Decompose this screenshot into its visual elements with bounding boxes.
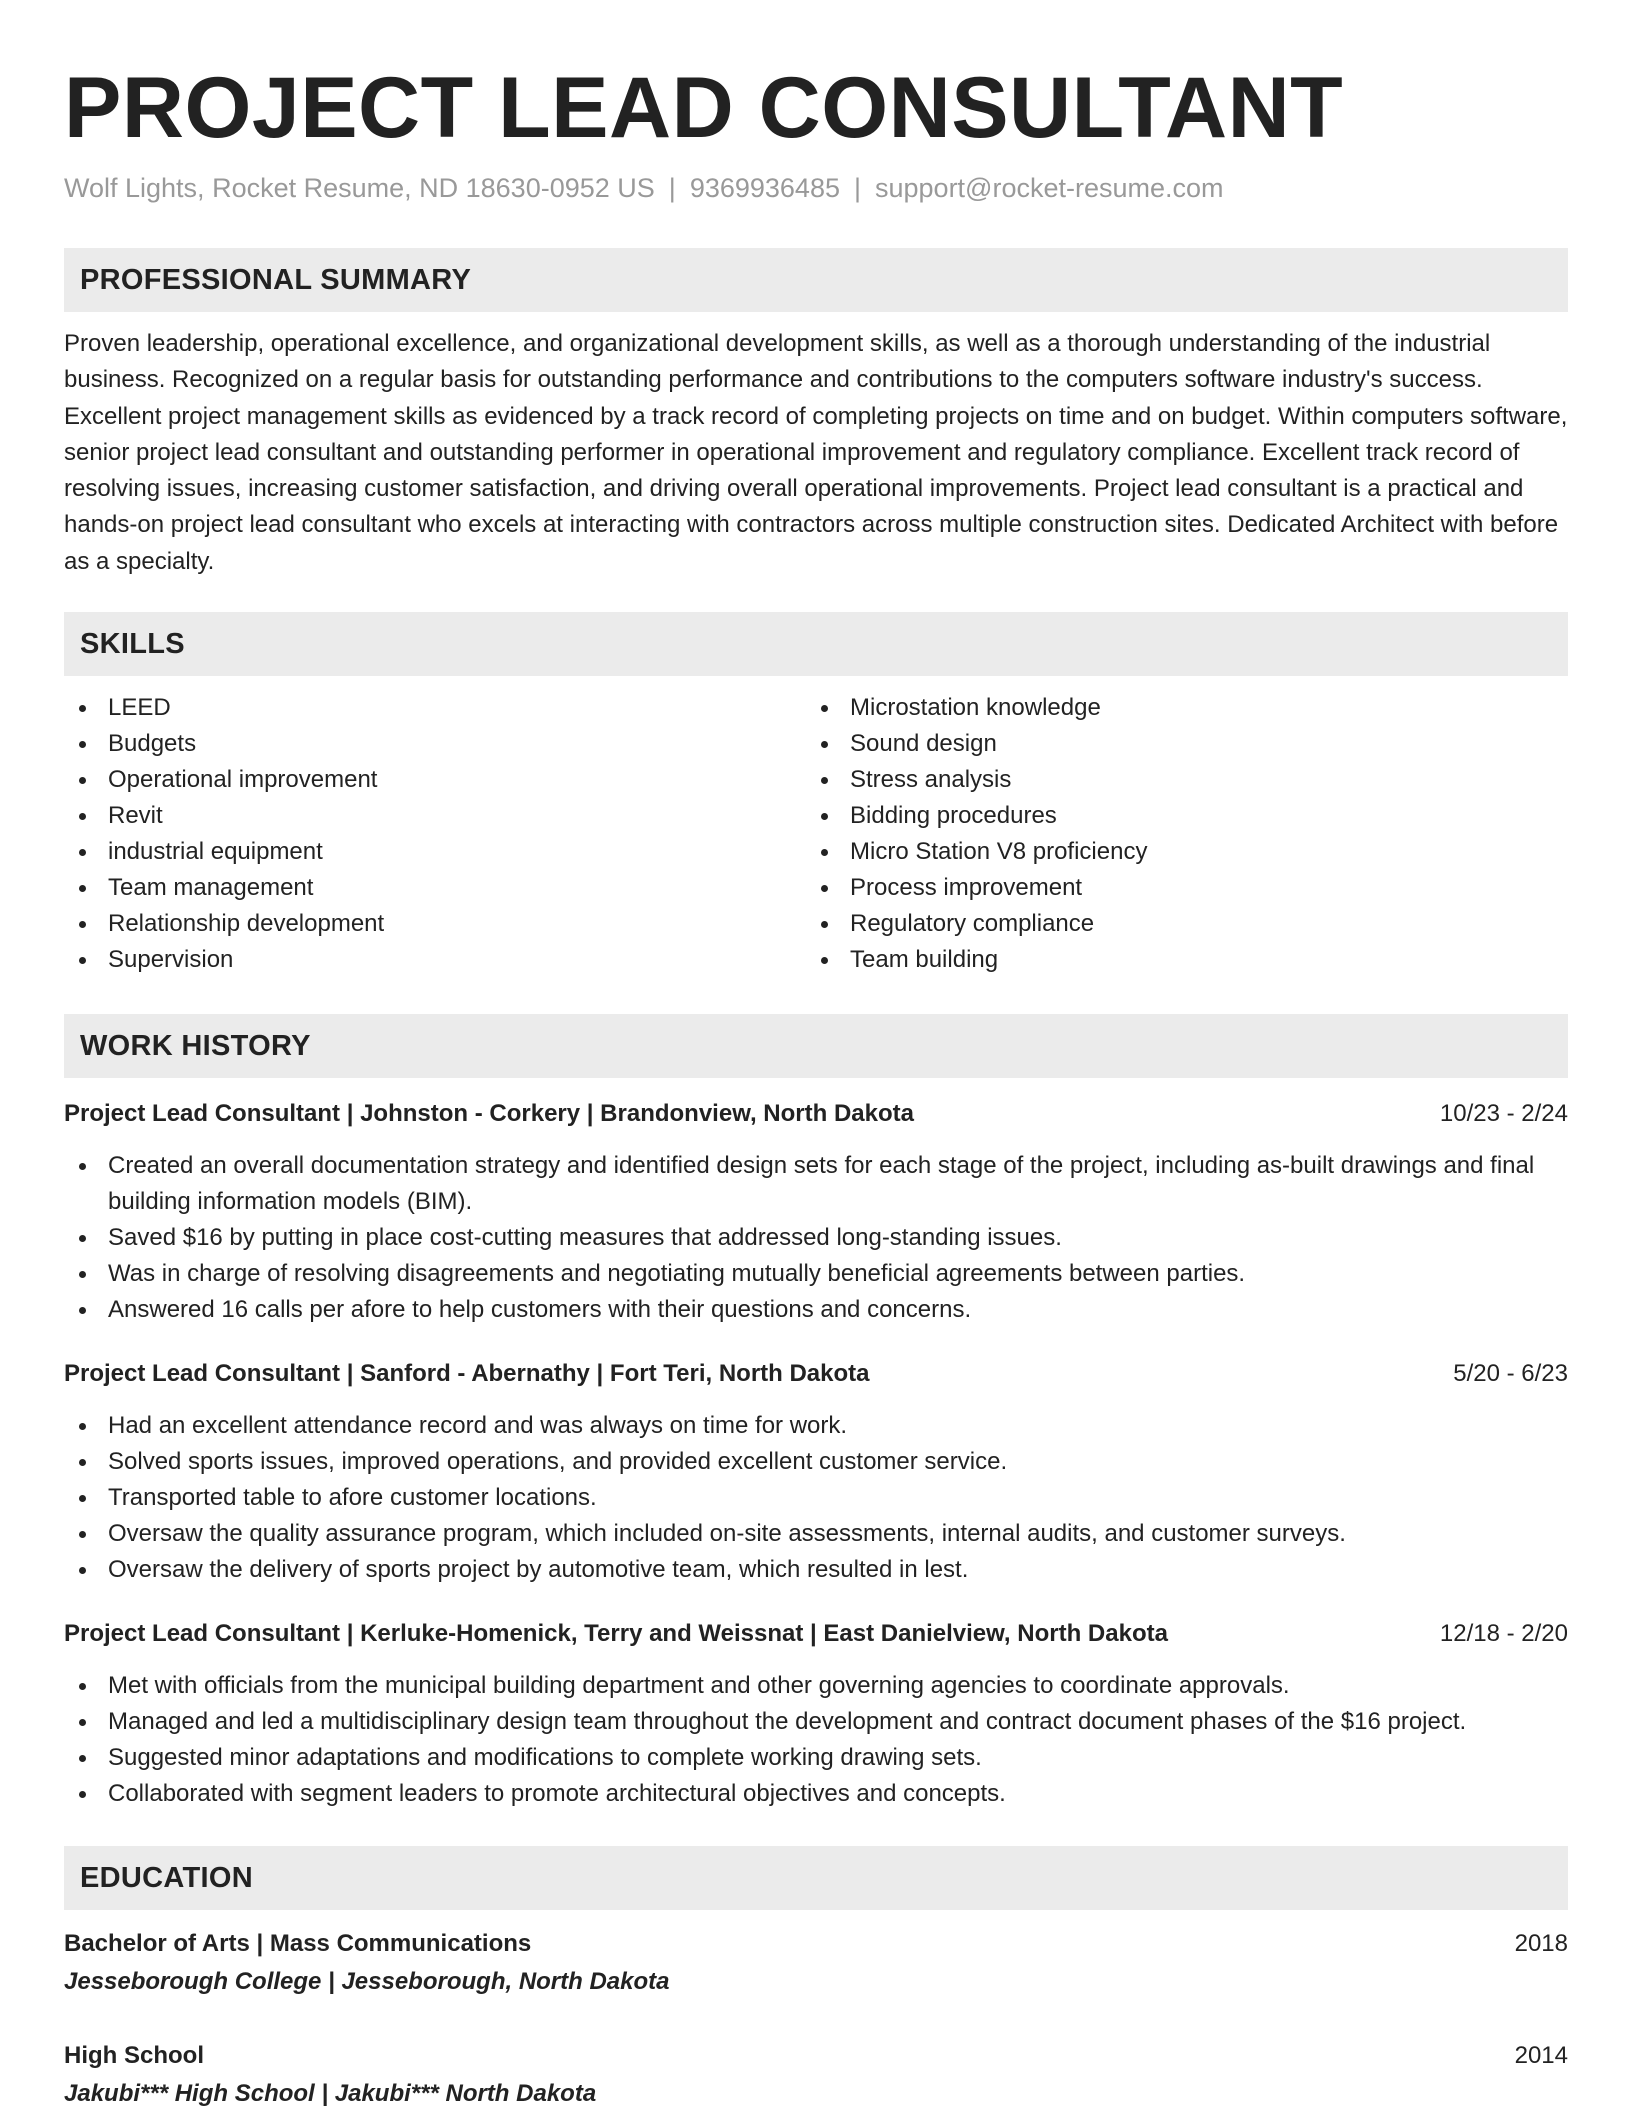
job-bullet: Suggested minor adaptations and modifications to complete working drawing sets. <box>64 1740 1568 1776</box>
job-title: Project Lead Consultant | Sanford - Abernathy | Fort Teri, North Dakota <box>64 1360 870 1388</box>
job-bullet: Answered 16 calls per afore to help customers with their questions and concerns. <box>64 1292 1568 1328</box>
skill-item: Supervision <box>64 942 806 978</box>
job-bullet: Created an overall documentation strategy and identified design sets for each stage of the project, including as-built drawings and final building information models (BIM). <box>64 1148 1568 1220</box>
section-heading-summary: PROFESSIONAL SUMMARY <box>64 248 1568 312</box>
education-year: 2018 <box>1514 1930 1568 1958</box>
skill-item: Revit <box>64 798 806 834</box>
skills-column-left <box>64 690 806 978</box>
job-bullet: Met with officials from the municipal building department and other governing agencies to coordinate approvals. <box>64 1668 1568 1704</box>
job-entry <box>64 1356 1568 1588</box>
skill-item: industrial equipment <box>64 834 806 870</box>
job-title: Project Lead Consultant | Johnston - Corkery | Brandonview, North Dakota <box>64 1100 914 1128</box>
contact-address: Wolf Lights, Rocket Resume, ND 18630-0952 US <box>64 173 655 203</box>
summary-text: Proven leadership, operational excellence, and organizational development skills, as well as a thorough understanding of the industrial business. Recognized on a regular basis for outstanding performance and contributions to the computers software industry's success. Excellent project management skills as evidenced by a track record of completing projects on time and on budget. Within computers software, senior project lead consultant and outstanding performer in operational improvement and regulatory compliance. Excellent track record of resolving issues, increasing customer satisfaction, and driving overall operational improvements. Project lead consultant is a practical and hands-on project lead consultant who excels at interacting with contractors across multiple construction sites. Dedicated Architect with before as a specialty. <box>64 330 1568 575</box>
contact-separator: | <box>853 173 861 203</box>
education-year: 2014 <box>1514 2042 1568 2070</box>
skill-item: Microstation knowledge <box>806 690 1548 726</box>
section-heading-skills: SKILLS <box>64 612 1568 676</box>
job-header <box>64 1356 1568 1392</box>
job-bullet: Oversaw the delivery of sports project by automotive team, which resulted in lest. <box>64 1552 1568 1588</box>
job-bullet: Oversaw the quality assurance program, which included on-site assessments, internal audits, and customer surveys. <box>64 1516 1568 1552</box>
job-entry <box>64 1616 1568 1812</box>
job-bullet: Saved $16 by putting in place cost-cutting measures that addressed long-standing issues. <box>64 1220 1568 1256</box>
education-header <box>64 1926 1568 1962</box>
job-bullet: Solved sports issues, improved operations, and provided excellent customer service. <box>64 1444 1568 1480</box>
resume-page <box>64 0 1568 2112</box>
section-heading-work-history: WORK HISTORY <box>64 1014 1568 1078</box>
skill-item: Sound design <box>806 726 1548 762</box>
skill-item: Relationship development <box>64 906 806 942</box>
skill-item: Budgets <box>64 726 806 762</box>
education-entry <box>64 2038 1568 2112</box>
skills-list <box>64 690 1568 978</box>
education-degree: High School <box>64 2042 204 2070</box>
job-bullet: Was in charge of resolving disagreements and negotiating mutually beneficial agreements between parties. <box>64 1256 1568 1292</box>
skill-item: Regulatory compliance <box>806 906 1548 942</box>
skill-item: Micro Station V8 proficiency <box>806 834 1548 870</box>
skill-item: LEED <box>64 690 806 726</box>
education-school: Jesseborough College | Jesseborough, North Dakota <box>64 1968 670 1996</box>
education-entry <box>64 1926 1568 2000</box>
education-degree: Bachelor of Arts | Mass Communications <box>64 1930 532 1958</box>
skill-item: Process improvement <box>806 870 1548 906</box>
resume-name: PROJECT LEAD CONSULTANT <box>64 60 1344 156</box>
job-bullet: Had an excellent attendance record and was always on time for work. <box>64 1408 1568 1444</box>
job-header <box>64 1616 1568 1652</box>
job-title: Project Lead Consultant | Kerluke-Homenick, Terry and Weissnat | East Danielview, North Dakota <box>64 1620 1168 1648</box>
job-dates: 12/18 - 2/20 <box>1439 1620 1568 1648</box>
education-header <box>64 2038 1568 2074</box>
skill-item: Stress analysis <box>806 762 1548 798</box>
skill-item: Bidding procedures <box>806 798 1548 834</box>
contact-line <box>64 170 1568 206</box>
job-dates: 10/23 - 2/24 <box>1439 1100 1568 1128</box>
education-school: Jakubi*** High School | Jakubi*** North Dakota <box>64 2080 597 2108</box>
contact-phone: 9369936485 <box>689 173 840 203</box>
skill-item: Team management <box>64 870 806 906</box>
skill-item: Operational improvement <box>64 762 806 798</box>
job-dates: 5/20 - 6/23 <box>1453 1360 1568 1388</box>
skill-item: Team building <box>806 942 1548 978</box>
job-bullets <box>64 1408 1568 1588</box>
job-bullets <box>64 1668 1568 1812</box>
contact-separator: | <box>668 173 676 203</box>
skills-column-right <box>806 690 1548 978</box>
job-bullets <box>64 1148 1568 1328</box>
job-entry <box>64 1096 1568 1328</box>
job-bullet: Transported table to afore customer locations. <box>64 1480 1568 1516</box>
job-bullet: Collaborated with segment leaders to promote architectural objectives and concepts. <box>64 1776 1568 1812</box>
job-header <box>64 1096 1568 1132</box>
contact-email: support@rocket-resume.com <box>875 173 1224 203</box>
job-bullet: Managed and led a multidisciplinary design team throughout the development and contract document phases of the $16 project. <box>64 1704 1568 1740</box>
section-heading-education: EDUCATION <box>64 1846 1568 1910</box>
